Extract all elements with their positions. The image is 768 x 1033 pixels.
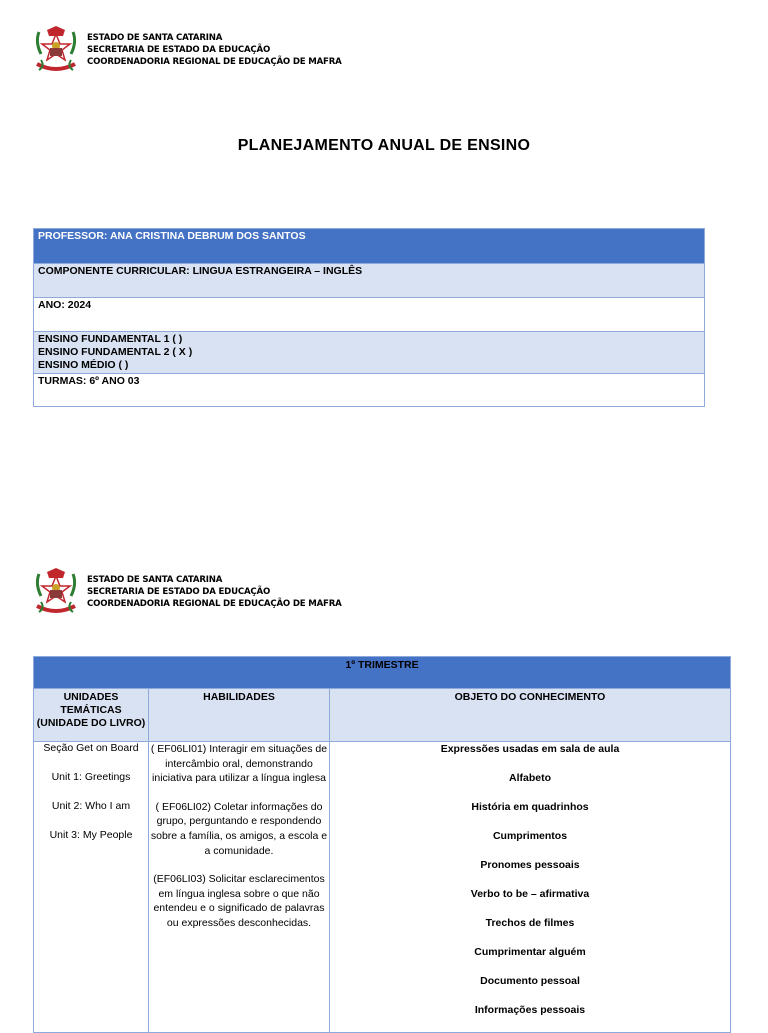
list-item: ( EF06LI01) Interagir em situações de intercâmbio oral, demonstrando iniciativa para utilizar a língua inglesa: [150, 743, 328, 785]
letterhead-line-coordination: COORDENADORIA REGIONAL DE EDUCAÇÃO DE MAFRA: [87, 57, 342, 67]
list-item: Documento pessoal: [480, 975, 580, 987]
letterhead-line-state: ESTADO DE SANTA CATARINA: [87, 33, 223, 43]
ensino-cell: [34, 332, 705, 374]
professor-cell: PROFESSOR: ANA CRISTINA DEBRUM DOS SANTOS: [34, 229, 705, 264]
list-item: Pronomes pessoais: [480, 859, 580, 871]
list-item: Seção Get on Board: [43, 742, 139, 754]
ensino-medio: ENSINO MÉDIO ( ): [38, 359, 129, 371]
ensino-fundamental-2: ENSINO FUNDAMENTAL 2 ( X ): [38, 346, 193, 358]
info-table: [33, 228, 705, 407]
list-item: ( EF06LI02) Coletar informações do grupo, perguntando e respondendo sobre a família, os amigos, a escola e a comunidade.: [150, 800, 328, 857]
trimestre-header: 1º TRIMESTRE: [34, 657, 731, 689]
list-item: Alfabeto: [509, 772, 551, 784]
page-title: PLANEJAMENTO ANUAL DE ENSINO: [237, 137, 531, 154]
list-item: Trechos de filmes: [485, 917, 575, 929]
letterhead-line-state: ESTADO DE SANTA CATARINA: [87, 575, 223, 585]
column-header-unidades: UNIDADES TEMÁTICAS (UNIDADE DO LIVRO): [34, 689, 149, 742]
list-item: História em quadrinhos: [471, 801, 589, 813]
letterhead-text: [87, 566, 342, 610]
list-item: Verbo to be – afirmativa: [470, 888, 590, 900]
list-item: Unit 2: Who I am: [51, 800, 131, 812]
unidades-cell: [34, 742, 149, 1033]
turmas-cell: TURMAS: 6º ANO 03: [34, 374, 705, 407]
letterhead-line-coordination: COORDENADORIA REGIONAL DE EDUCAÇÃO DE MAFRA: [87, 599, 342, 609]
list-item: Cumprimentar alguém: [474, 946, 586, 958]
column-header-objeto: OBJETO DO CONHECIMENTO: [330, 689, 731, 742]
list-item: Expressões usadas em sala de aula: [440, 743, 620, 755]
coat-of-arms-icon: [33, 566, 79, 618]
letterhead-top: [33, 24, 342, 76]
list-item: Informações pessoais: [474, 1004, 586, 1016]
coat-of-arms-icon: [33, 24, 79, 76]
column-header-habilidades: HABILIDADES: [149, 689, 330, 742]
planning-table: [33, 656, 731, 1033]
list-item: Unit 3: My People: [49, 829, 133, 841]
letterhead-line-secretary: SECRETARIA DE ESTADO DA EDUCAÇÃO: [87, 587, 271, 597]
componente-cell: COMPONENTE CURRICULAR: LINGUA ESTRANGEIRA – INGLÊS: [34, 264, 705, 298]
habilidades-cell: [149, 742, 330, 1033]
letterhead-line-secretary: SECRETARIA DE ESTADO DA EDUCAÇÃO: [87, 45, 271, 55]
letterhead-second: [33, 566, 342, 618]
letterhead-text: [87, 24, 342, 68]
objetos-cell: [330, 742, 731, 1033]
list-item: Unit 1: Greetings: [51, 771, 131, 783]
ano-cell: ANO: 2024: [34, 298, 705, 332]
list-item: (EF06LI03) Solicitar esclarecimentos em língua inglesa sobre o que não entendeu e o significado de palavras ou expressões desconhecidas.: [153, 873, 325, 929]
ensino-fundamental-1: ENSINO FUNDAMENTAL 1 ( ): [38, 333, 183, 345]
list-item: Cumprimentos: [492, 830, 568, 842]
